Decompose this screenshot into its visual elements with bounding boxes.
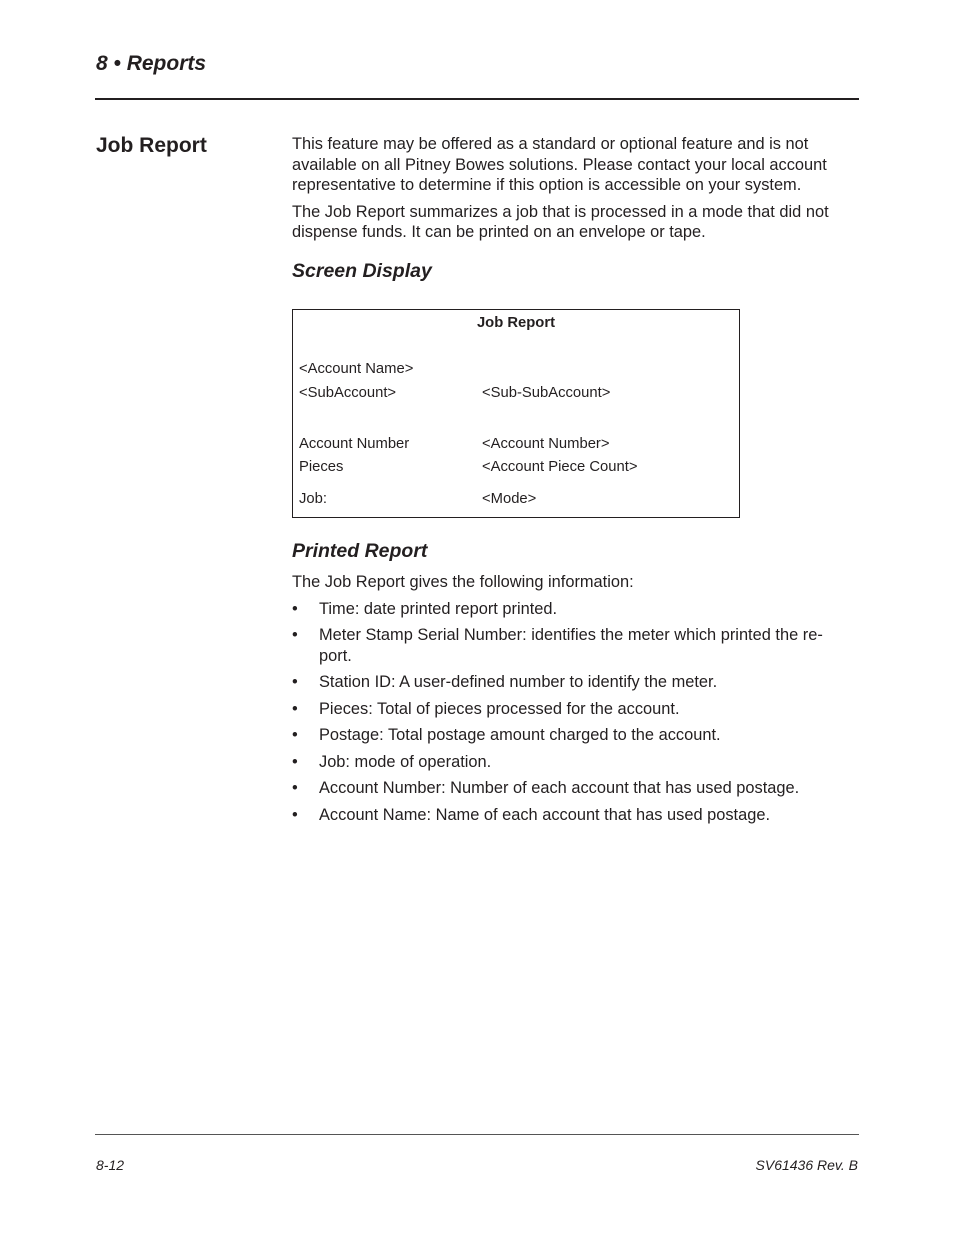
section-title: Job Report bbox=[96, 134, 207, 157]
screen-box-title: Job Report bbox=[476, 315, 556, 331]
footer-rule bbox=[95, 1134, 859, 1135]
intro-paragraph: The Job Report summarizes a job that is processed in a mode that did not dispense funds. It can be printed on an envelope or tape. bbox=[292, 202, 829, 241]
screen-display-heading: Screen Display bbox=[292, 259, 432, 282]
list-item bbox=[292, 625, 858, 666]
intro-text bbox=[292, 134, 858, 283]
list-item bbox=[292, 599, 858, 620]
bullet-icon: • bbox=[292, 599, 298, 618]
bullet-icon: • bbox=[292, 752, 298, 771]
list-item bbox=[292, 672, 858, 693]
bullet-icon: • bbox=[292, 673, 298, 691]
list-item bbox=[292, 699, 858, 720]
account-number-value: <Account Number> bbox=[482, 436, 610, 452]
list-item-text: Pieces: Total of pieces processed for the account. bbox=[319, 699, 680, 718]
printed-report-section bbox=[292, 539, 858, 831]
page-number: 8-12 bbox=[96, 1157, 125, 1173]
bullet-icon: • bbox=[292, 726, 298, 744]
list-item-text: Time: date printed report printed. bbox=[319, 599, 558, 618]
list-item-text: Account Number: Number of each account that has used postage. bbox=[319, 779, 800, 797]
list-item bbox=[292, 805, 858, 826]
account-name-placeholder: <Account Name> bbox=[299, 361, 414, 377]
screen-display-box bbox=[292, 309, 740, 518]
list-item-text: Station ID: A user-defined number to identify the meter. bbox=[319, 673, 718, 691]
job-label: Job: bbox=[299, 491, 327, 507]
account-number-label: Account Number bbox=[299, 436, 410, 452]
chapter-heading: 8 • Reports bbox=[96, 52, 207, 75]
pieces-label: Pieces bbox=[299, 459, 344, 475]
info-list bbox=[292, 599, 858, 826]
bullet-icon: • bbox=[292, 779, 298, 797]
pieces-value: <Account Piece Count> bbox=[482, 459, 638, 475]
list-item-text: Meter Stamp Serial Number: identifies the meter which printed the re- port. bbox=[319, 626, 823, 665]
list-item-text: Job: mode of operation. bbox=[319, 752, 492, 771]
document-id: SV61436 Rev. B bbox=[755, 1157, 858, 1173]
printed-report-lead: The Job Report gives the following information: bbox=[292, 573, 634, 591]
list-item bbox=[292, 725, 858, 746]
list-item bbox=[292, 778, 858, 799]
subaccount-placeholder: <SubAccount> bbox=[299, 385, 397, 401]
bullet-icon: • bbox=[292, 626, 298, 644]
bullet-icon: • bbox=[292, 805, 298, 824]
sub-subaccount-placeholder: <Sub-SubAccount> bbox=[482, 385, 611, 401]
list-item-text: Postage: Total postage amount charged to the account. bbox=[319, 726, 721, 744]
job-value: <Mode> bbox=[482, 491, 537, 507]
printed-report-heading: Printed Report bbox=[292, 540, 428, 562]
list-item bbox=[292, 752, 858, 773]
list-item-text: Account Name: Name of each account that has used postage. bbox=[319, 805, 771, 824]
intro-paragraph: This feature may be offered as a standard or optional feature and is not available on all Pitney Bowes solutions. Please contact your local account representative to determine if this option is accessible on your system. bbox=[292, 135, 827, 194]
bullet-icon: • bbox=[292, 699, 298, 718]
header-rule bbox=[95, 98, 859, 100]
